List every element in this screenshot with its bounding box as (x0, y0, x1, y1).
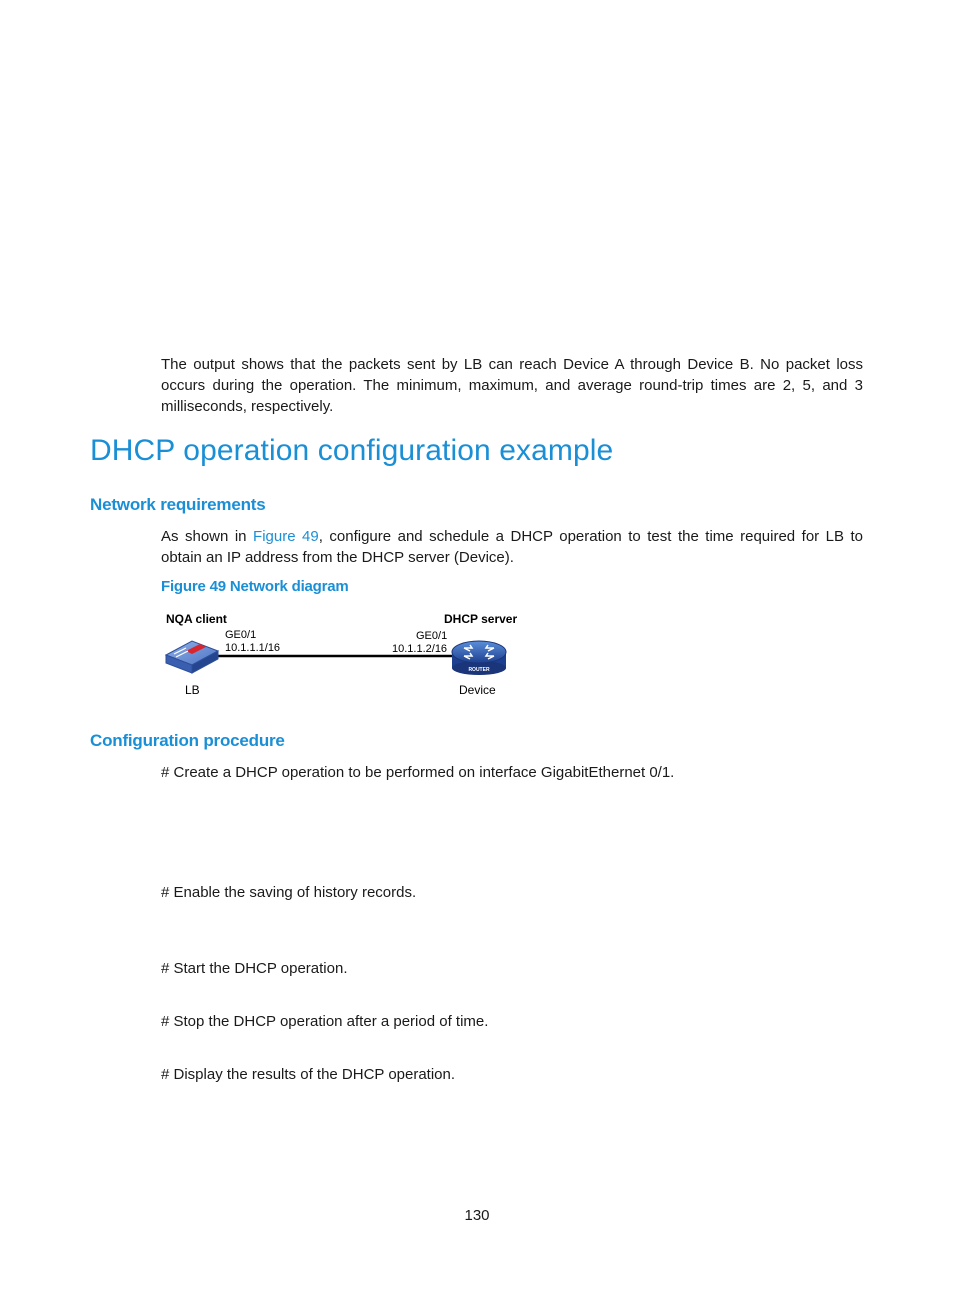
router-icon (452, 641, 506, 675)
load-balancer-icon (166, 641, 218, 673)
lb-label: LB (185, 683, 200, 697)
left-interface-label: GE0/1 (225, 629, 257, 641)
right-ip-label: 10.1.1.2/16 (392, 643, 448, 655)
step-stop-operation: # Stop the DHCP operation after a period of time. (161, 1013, 489, 1030)
step-create-dhcp-operation: # Create a DHCP operation to be performed on interface GigabitEthernet 0/1. (161, 764, 675, 781)
step-start-operation: # Start the DHCP operation. (161, 960, 348, 977)
router-icon-label: ROUTER (468, 667, 490, 673)
configuration-procedure-heading: Configuration procedure (90, 731, 285, 750)
right-interface-label: GE0/1 (416, 630, 448, 642)
dhcp-server-label: DHCP server (444, 612, 518, 626)
nqa-client-label: NQA client (166, 612, 227, 626)
nr-text-after: , configure and schedule a DHCP operation to test the time required for LB to obtain an IP address from the DHCP server (Device). (161, 528, 864, 566)
step-display-results: # Display the results of the DHCP operation. (161, 1066, 456, 1083)
device-label: Device (459, 683, 496, 697)
section-title: DHCP operation configuration example (90, 434, 614, 467)
network-diagram (150, 605, 550, 705)
left-ip-label: 10.1.1.1/16 (225, 642, 281, 654)
page-number: 130 (464, 1207, 490, 1224)
nr-text-before: As shown in (161, 528, 254, 545)
step-enable-history: # Enable the saving of history records. (161, 884, 417, 901)
network-requirements-paragraph (161, 526, 863, 568)
figure-49-link[interactable]: Figure 49 (253, 528, 319, 545)
figure-caption: Figure 49 Network diagram (161, 578, 349, 595)
intro-paragraph: The output shows that the packets sent by LB can reach Device A through Device B. No packet loss occurs during the operation. The minimum, maximum, and average round-trip times are 2, 5, and 3 milliseconds, respectively. (161, 356, 863, 415)
network-requirements-heading: Network requirements (90, 495, 266, 514)
